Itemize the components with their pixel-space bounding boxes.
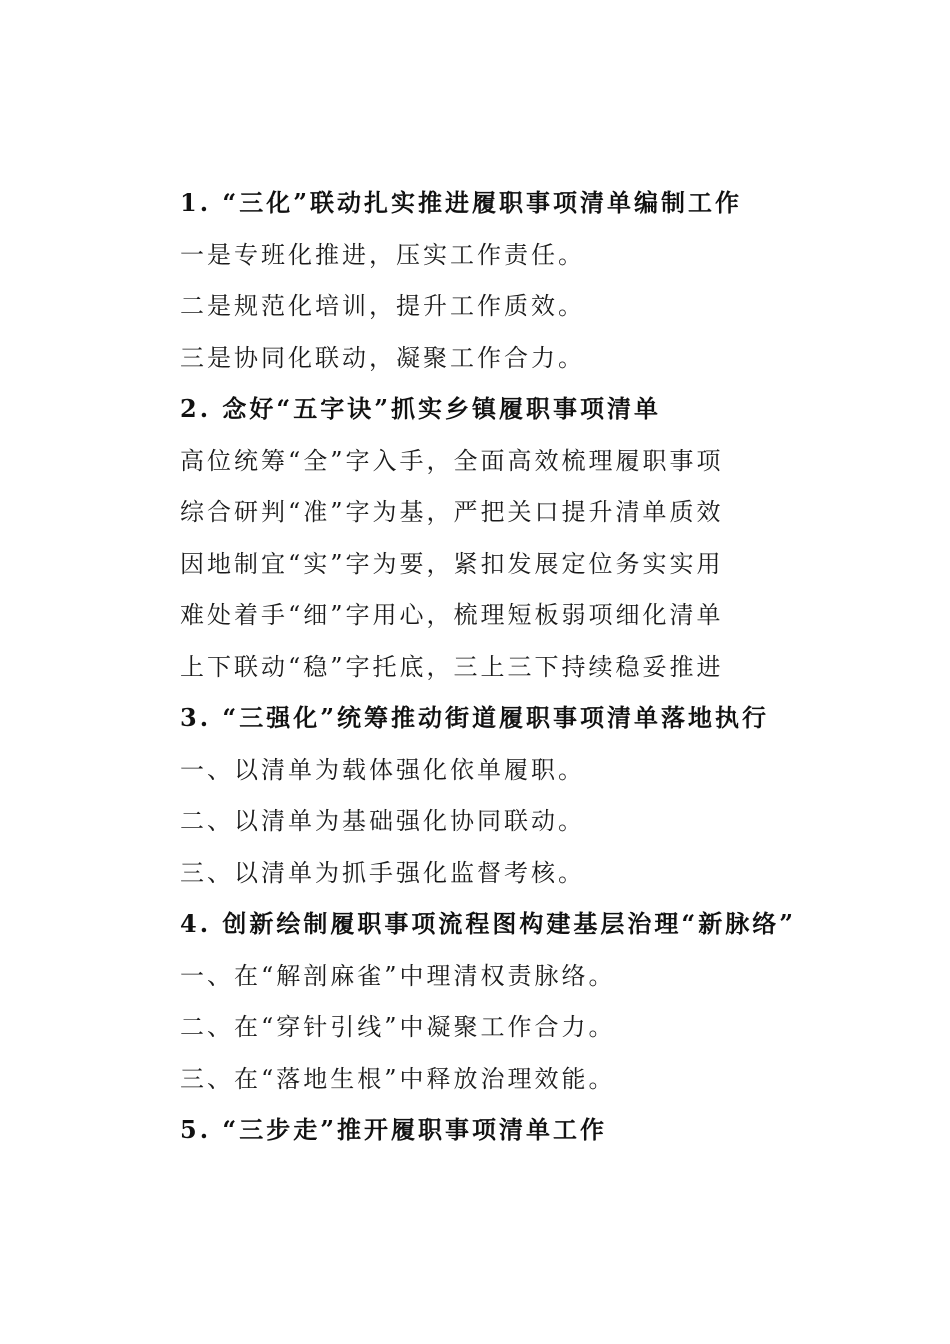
section-2-item-4: 难处着手“细”字用心，梳理短板弱项细化清单: [180, 601, 724, 629]
section-4-item-2: 二、在“穿针引线”中凝聚工作合力。: [180, 1013, 616, 1041]
section-3-item-3: 三、以清单为抓手强化监督考核。: [180, 858, 585, 887]
section-heading-5: 5. “三步走”推开履职事项清单工作: [180, 1115, 608, 1144]
section-2-item-1: 高位统筹“全”字入手，全面高效梳理履职事项: [180, 446, 724, 475]
section-4-item-3: 三、在“落地生根”中释放治理效能。: [180, 1064, 616, 1093]
section-heading-1: 1. “三化”联动扎实推进履职事项清单编制工作: [180, 188, 743, 217]
document-body: [180, 180, 900, 1159]
section-2-item-5: 上下联动“稳”字托底，三上三下持续稳妥推进: [180, 652, 724, 681]
section-heading-4: 4. 创新绘制履职事项流程图构建基层治理“新脉络”: [180, 909, 797, 938]
section-heading-3: 3. “三强化”统筹推动街道履职事项清单落地执行: [180, 703, 770, 732]
section-1-item-2: 二是规范化培训，提升工作质效。: [180, 292, 585, 320]
section-2-item-2: 综合研判“准”字为基，严把关口提升清单质效: [180, 498, 724, 526]
section-3-item-2: 二、以清单为基础强化协同联动。: [180, 807, 585, 835]
section-1-item-3: 三是协同化联动，凝聚工作合力。: [180, 343, 585, 372]
section-1-item-1: 一是专班化推进，压实工作责任。: [180, 240, 585, 269]
section-heading-2: 2. 念好“五字诀”抓实乡镇履职事项清单: [180, 394, 662, 423]
section-2-item-3: 因地制宜“实”字为要，紧扣发展定位务实实用: [180, 549, 724, 578]
section-3-item-1: 一、以清单为载体强化依单履职。: [180, 755, 585, 784]
section-4-item-1: 一、在“解剖麻雀”中理清权责脉络。: [180, 961, 616, 990]
